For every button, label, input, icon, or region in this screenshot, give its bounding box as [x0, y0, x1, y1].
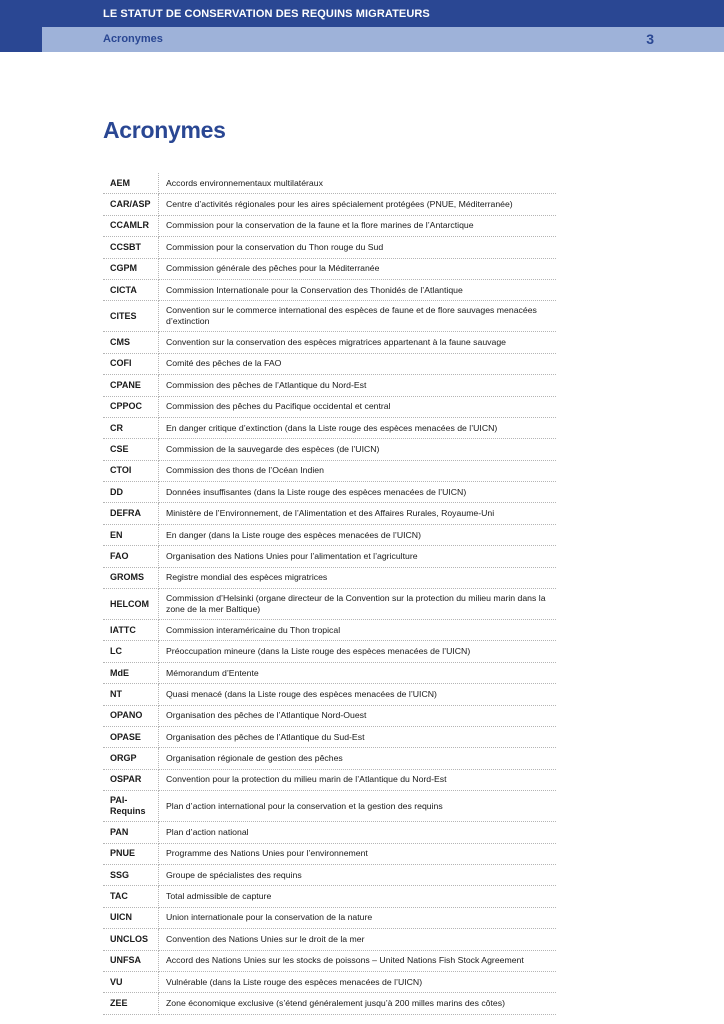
acronym-definition: Commission générale des pêches pour la Méditerranée — [159, 258, 557, 279]
table-row — [103, 950, 556, 971]
acronym-definition: En danger (dans la Liste rouge des espèces menacées de l’UICN) — [159, 524, 557, 545]
acronym-abbreviation: MdE — [103, 662, 159, 683]
page-title: Acronymes — [103, 117, 226, 143]
acronym-abbreviation: DD — [103, 482, 159, 503]
acronym-definition: Vulnérable (dans la Liste rouge des espèces menacées de l’UICN) — [159, 971, 557, 992]
acronym-definition: Centre d’activités régionales pour les aires spécialement protégées (PNUE, Méditerranée) — [159, 194, 557, 215]
acronym-abbreviation: FAO — [103, 546, 159, 567]
acronym-definition: Groupe de spécialistes des requins — [159, 864, 557, 885]
table-row — [103, 258, 556, 279]
acronym-abbreviation: AEM — [103, 173, 159, 194]
table-row — [103, 194, 556, 215]
acronym-abbreviation: GROMS — [103, 567, 159, 588]
table-row — [103, 279, 556, 300]
acronym-abbreviation: UNFSA — [103, 950, 159, 971]
acronym-definition: Quasi menacé (dans la Liste rouge des espèces menacées de l’UICN) — [159, 684, 557, 705]
acronym-abbreviation: UNCLOS — [103, 929, 159, 950]
table-row — [103, 791, 556, 822]
acronym-abbreviation: CGPM — [103, 258, 159, 279]
acronym-abbreviation: TAC — [103, 886, 159, 907]
acronym-definition: Plan d’action international pour la conservation et la gestion des requins — [159, 791, 557, 822]
table-row — [103, 886, 556, 907]
table-row — [103, 662, 556, 683]
acronym-abbreviation: CPANE — [103, 375, 159, 396]
table-row — [103, 215, 556, 236]
acronym-table-body — [103, 173, 556, 1014]
acronym-definition: Organisation régionale de gestion des pêches — [159, 748, 557, 769]
table-row — [103, 748, 556, 769]
acronym-abbreviation: CR — [103, 417, 159, 438]
acronym-definition: Convention sur le commerce international des espèces de faune et de flore sauvages menacées d’extinction — [159, 301, 557, 332]
table-row — [103, 482, 556, 503]
acronym-abbreviation: CTOI — [103, 460, 159, 481]
acronym-definition: Commission des pêches du Pacifique occidental et central — [159, 396, 557, 417]
acronym-definition: Convention des Nations Unies sur le droit de la mer — [159, 929, 557, 950]
acronym-abbreviation: CCAMLR — [103, 215, 159, 236]
acronym-definition: En danger critique d’extinction (dans la Liste rouge des espèces menacées de l’UICN) — [159, 417, 557, 438]
table-row — [103, 567, 556, 588]
acronym-definition: Commission des pêches de l’Atlantique du Nord-Est — [159, 375, 557, 396]
acronym-abbreviation: VU — [103, 971, 159, 992]
acronym-abbreviation: CAR/ASP — [103, 194, 159, 215]
running-title: LE STATUT DE CONSERVATION DES REQUINS MIGRATEURS — [103, 8, 430, 20]
table-row — [103, 993, 556, 1014]
acronym-abbreviation: SSG — [103, 864, 159, 885]
section-bar — [42, 27, 724, 52]
acronym-abbreviation: LC — [103, 641, 159, 662]
acronym-abbreviation: IATTC — [103, 620, 159, 641]
table-row — [103, 439, 556, 460]
acronym-abbreviation: EN — [103, 524, 159, 545]
table-row — [103, 684, 556, 705]
acronym-definition: Données insuffisantes (dans la Liste rouge des espèces menacées de l’UICN) — [159, 482, 557, 503]
acronym-definition: Registre mondial des espèces migratrices — [159, 567, 557, 588]
acronym-definition: Commission d’Helsinki (organe directeur de la Convention sur la protection du milieu marin dans la zone de la mer Baltique) — [159, 589, 557, 620]
table-row — [103, 705, 556, 726]
acronym-definition: Plan d’action national — [159, 822, 557, 843]
acronym-abbreviation: CCSBT — [103, 237, 159, 258]
acronym-definition: Commission interaméricaine du Thon tropical — [159, 620, 557, 641]
table-row — [103, 301, 556, 332]
table-row — [103, 620, 556, 641]
table-row — [103, 417, 556, 438]
acronym-definition: Zone économique exclusive (s’étend généralement jusqu’à 200 milles marins des côtes) — [159, 993, 557, 1014]
acronym-abbreviation: DEFRA — [103, 503, 159, 524]
acronym-definition: Préoccupation mineure (dans la Liste rouge des espèces menacées de l’UICN) — [159, 641, 557, 662]
table-row — [103, 822, 556, 843]
acronym-definition: Ministère de l’Environnement, de l’Alimentation et des Affaires Rurales, Royaume-Uni — [159, 503, 557, 524]
acronym-definition: Mémorandum d’Entente — [159, 662, 557, 683]
acronym-table — [103, 173, 556, 1015]
table-row — [103, 460, 556, 481]
acronym-abbreviation: NT — [103, 684, 159, 705]
table-row — [103, 546, 556, 567]
table-row — [103, 589, 556, 620]
acronym-abbreviation: CITES — [103, 301, 159, 332]
acronym-definition: Accords environnementaux multilatéraux — [159, 173, 557, 194]
acronym-definition: Organisation des Nations Unies pour l’alimentation et l’agriculture — [159, 546, 557, 567]
table-row — [103, 237, 556, 258]
acronym-abbreviation: OPANO — [103, 705, 159, 726]
acronym-abbreviation: PNUE — [103, 843, 159, 864]
acronym-definition: Union internationale pour la conservation de la nature — [159, 907, 557, 928]
acronym-abbreviation: UICN — [103, 907, 159, 928]
table-row — [103, 375, 556, 396]
table-row — [103, 843, 556, 864]
table-row — [103, 396, 556, 417]
acronym-abbreviation: CSE — [103, 439, 159, 460]
table-row — [103, 864, 556, 885]
page-number: 3 — [646, 31, 654, 47]
acronym-definition: Total admissible de capture — [159, 886, 557, 907]
acronym-definition: Comité des pêches de la FAO — [159, 353, 557, 374]
section-label: Acronymes — [103, 33, 163, 45]
acronym-abbreviation: HELCOM — [103, 589, 159, 620]
table-row — [103, 769, 556, 790]
acronym-abbreviation: OPASE — [103, 726, 159, 747]
acronym-abbreviation: CICTA — [103, 279, 159, 300]
acronym-definition: Commission de la sauvegarde des espèces (de l’UICN) — [159, 439, 557, 460]
acronym-definition: Commission pour la conservation du Thon rouge du Sud — [159, 237, 557, 258]
acronym-definition: Commission des thons de l’Océan Indien — [159, 460, 557, 481]
table-row — [103, 971, 556, 992]
acronym-definition: Organisation des pêches de l’Atlantique du Sud-Est — [159, 726, 557, 747]
acronym-abbreviation: CPPOC — [103, 396, 159, 417]
table-row — [103, 332, 556, 353]
header-accent-block — [0, 27, 42, 52]
table-row — [103, 907, 556, 928]
acronym-abbreviation: PAI-Requins — [103, 791, 159, 822]
acronym-definition: Programme des Nations Unies pour l’environnement — [159, 843, 557, 864]
table-row — [103, 353, 556, 374]
acronym-definition: Organisation des pêches de l’Atlantique Nord-Ouest — [159, 705, 557, 726]
acronym-abbreviation: OSPAR — [103, 769, 159, 790]
table-row — [103, 524, 556, 545]
acronym-abbreviation: ORGP — [103, 748, 159, 769]
table-row — [103, 726, 556, 747]
table-row — [103, 503, 556, 524]
acronym-definition: Commission pour la conservation de la faune et la flore marines de l’Antarctique — [159, 215, 557, 236]
acronym-definition: Commission Internationale pour la Conservation des Thonidés de l’Atlantique — [159, 279, 557, 300]
acronym-abbreviation: PAN — [103, 822, 159, 843]
table-row — [103, 641, 556, 662]
table-row — [103, 173, 556, 194]
acronym-abbreviation: ZEE — [103, 993, 159, 1014]
acronym-abbreviation: CMS — [103, 332, 159, 353]
acronym-definition: Convention pour la protection du milieu marin de l’Atlantique du Nord-Est — [159, 769, 557, 790]
acronym-abbreviation: COFI — [103, 353, 159, 374]
header-bar — [0, 0, 724, 27]
acronym-definition: Convention sur la conservation des espèces migratrices appartenant à la faune sauvage — [159, 332, 557, 353]
table-row — [103, 929, 556, 950]
acronym-definition: Accord des Nations Unies sur les stocks de poissons – United Nations Fish Stock Agreement — [159, 950, 557, 971]
